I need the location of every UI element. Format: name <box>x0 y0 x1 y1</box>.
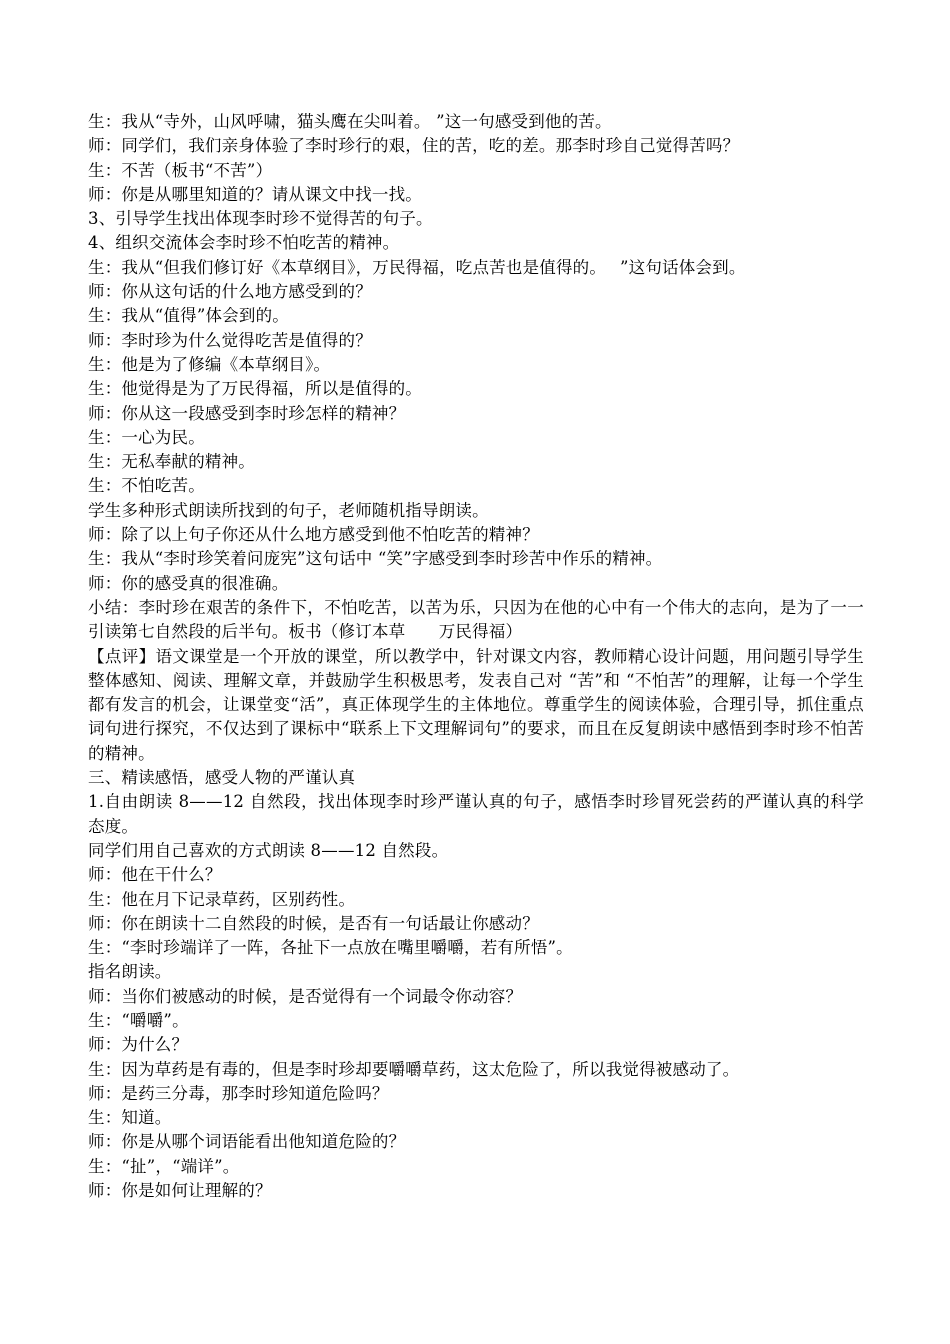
text-line: 师：当你们被感动的时候，是否觉得有一个词最令你动容？ <box>88 986 523 1006</box>
text-line: 生：我从“值得”体会到的。 <box>88 306 289 326</box>
text-line: 生：因为草药是有毒的，但是李时珍却要嚼嚼草药，这太危险了，所以我觉得被感动了。 <box>88 1059 740 1079</box>
text-line: 师：你是如何让理解的？ <box>88 1181 272 1201</box>
text-line: 师：同学们，我们亲身体验了李时珍行的艰，住的苦，吃的差。那李时珍自己觉得苦吗？ <box>88 136 740 156</box>
summary-paragraph: 小结：李时珍在艰苦的条件下，不怕吃苦，以苦为乐，只因为在他的心中有一个伟大的志向，是为了一一引读第七自然段的后半句。板书（修订本草 万民得福） <box>88 597 864 642</box>
text-line: 生：“扯”，“端详”。 <box>88 1156 240 1176</box>
text-line: 师：他在干什么？ <box>88 865 222 885</box>
text-line: 学生多种形式朗读所找到的句子，老师随机指导朗读。 <box>88 500 489 520</box>
text-line: 生：我从“寺外，山风呼啸，猫头鹰在尖叫着。 ”这一句感受到他的苦。 <box>88 112 612 131</box>
text-line: 生：我从“李时珍笑着问庞宪”这句话中 “笑”字感受到李时珍苦中作乐的精神。 <box>88 549 663 569</box>
text-line: 生：他觉得是为了万民得福，所以是值得的。 <box>88 379 422 399</box>
text-line: 生：我从“但我们修订好《本草纲目》，万民得福，吃点苦也是值得的。 ”这句话体会到。 <box>88 257 746 277</box>
text-line: 师：你在朗读十二自然段的时候，是否有一句话最让你感动？ <box>88 913 539 933</box>
review-paragraph: 【点评】语文课堂是一个开放的课堂，所以教学中，针对课文内容，教师精心设计问题，用问题引导学生整体感知、阅读、理解文章，并鼓励学生积极思考，发表自己对 “苦”和 “不怕苦”的理解，让每一个学生都有发言的机会，让课堂变“活”，真正体现学生的主体地位。尊重学生的阅读体验，合理引导，抓住重点词句进行探究，不仅达到了课标中“联系上下文理解词句”的要求，而且在反复朗读中感悟到李时珍不怕苦的精神。 <box>88 646 864 763</box>
text-line: 师：你从这句话的什么地方感受到的？ <box>88 282 372 302</box>
text-line: 同学们用自己喜欢的方式朗读 8——12 自然段。 <box>88 840 449 860</box>
text-line: 生：不苦（板书“不苦”） <box>88 160 273 180</box>
text-line: 师：你是从哪个词语能看出他知道危险的？ <box>88 1132 406 1152</box>
text-line: 师：你是从哪里知道的？请从课文中找一找。 <box>88 184 422 204</box>
section-heading: 三、精读感悟，感受人物的严谨认真 <box>88 768 356 788</box>
text-line: 师：李时珍为什么觉得吃苦是值得的？ <box>88 330 372 350</box>
text-line: 指名朗读。 <box>88 962 172 982</box>
text-line: 生：他在月下记录草药，区别药性。 <box>88 889 356 909</box>
text-line: 3、引导学生找出体现李时珍不觉得苦的句子。 <box>88 209 433 229</box>
text-line: 师：除了以上句子你还从什么地方感受到他不怕吃苦的精神？ <box>88 525 539 545</box>
text-line: 生：一心为民。 <box>88 427 205 447</box>
text-line: 生：不怕吃苦。 <box>88 476 205 496</box>
text-line: 生：无私奉献的精神。 <box>88 452 255 472</box>
text-line: 生：“嚼嚼”。 <box>88 1010 189 1030</box>
text-line: 师：为什么？ <box>88 1035 189 1055</box>
text-line: 生：“李时珍端详了一阵，各扯下一点放在嘴里嚼嚼，若有所悟”。 <box>88 938 573 958</box>
text-line: 师：你的感受真的很准确。 <box>88 573 289 593</box>
text-line: 4、组织交流体会李时珍不怕吃苦的精神。 <box>88 233 400 253</box>
document-page <box>88 110 864 1203</box>
text-line: 师：是药三分毒，那李时珍知道危险吗？ <box>88 1083 389 1103</box>
text-line: 生：知道。 <box>88 1108 172 1128</box>
task-paragraph: 1.自由朗读 8——12 自然段，找出体现李时珍严谨认真的句子，感悟李时珍冒死尝药的严谨认真的科学态度。 <box>88 792 864 836</box>
text-line: 生：他是为了修编《本草纲目》。 <box>88 354 331 374</box>
text-line: 师：你从这一段感受到李时珍怎样的精神？ <box>88 403 406 423</box>
